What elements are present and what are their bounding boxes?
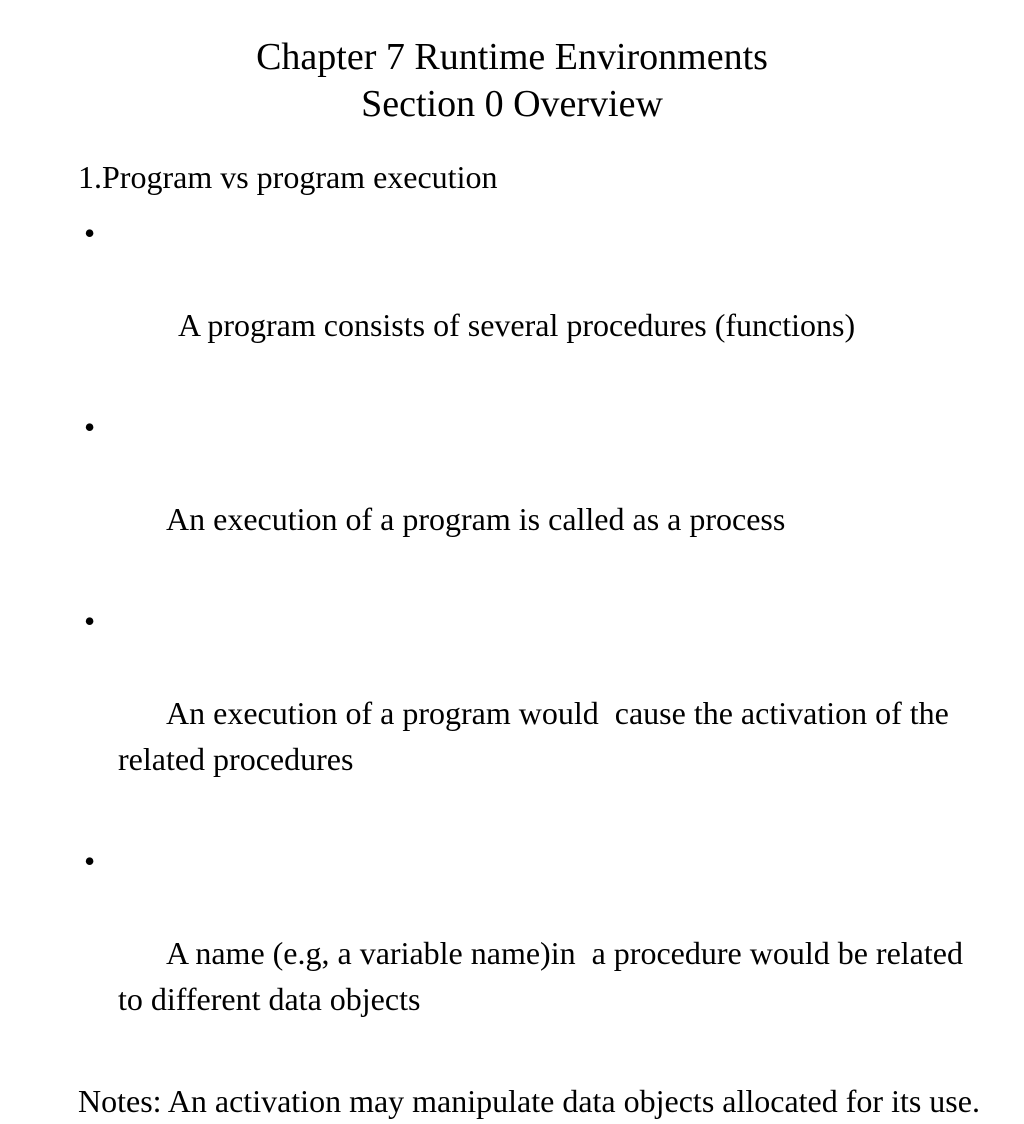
slide-body [78, 154, 988, 1124]
title-line-2: Section 0 Overview [361, 83, 663, 125]
bullet-text: An execution of a program is called as a process [166, 501, 786, 537]
bullet-icon: • [84, 843, 96, 879]
bullet-text: A name (e.g, a variable name)in a procedure would be related to different data objects [118, 935, 971, 1017]
bullet-icon: • [84, 409, 96, 445]
bullet-item [78, 210, 988, 394]
bullet-item [78, 598, 988, 828]
bullet-text: A program consists of several procedures (functions) [178, 307, 856, 343]
bullet-item [78, 838, 988, 1068]
title-line-1: Chapter 7 Runtime Environments [256, 36, 768, 78]
bullet-icon: • [84, 215, 96, 251]
slide-title [0, 34, 1024, 128]
bullet-icon: • [84, 603, 96, 639]
notes-text: Notes: An activation may manipulate data objects allocated for its use. [78, 1083, 980, 1119]
bullet-text: An execution of a program would cause the activation of the related procedures [118, 695, 957, 777]
bullet-item [78, 404, 988, 588]
section-heading: 1.Program vs program execution [78, 159, 498, 195]
